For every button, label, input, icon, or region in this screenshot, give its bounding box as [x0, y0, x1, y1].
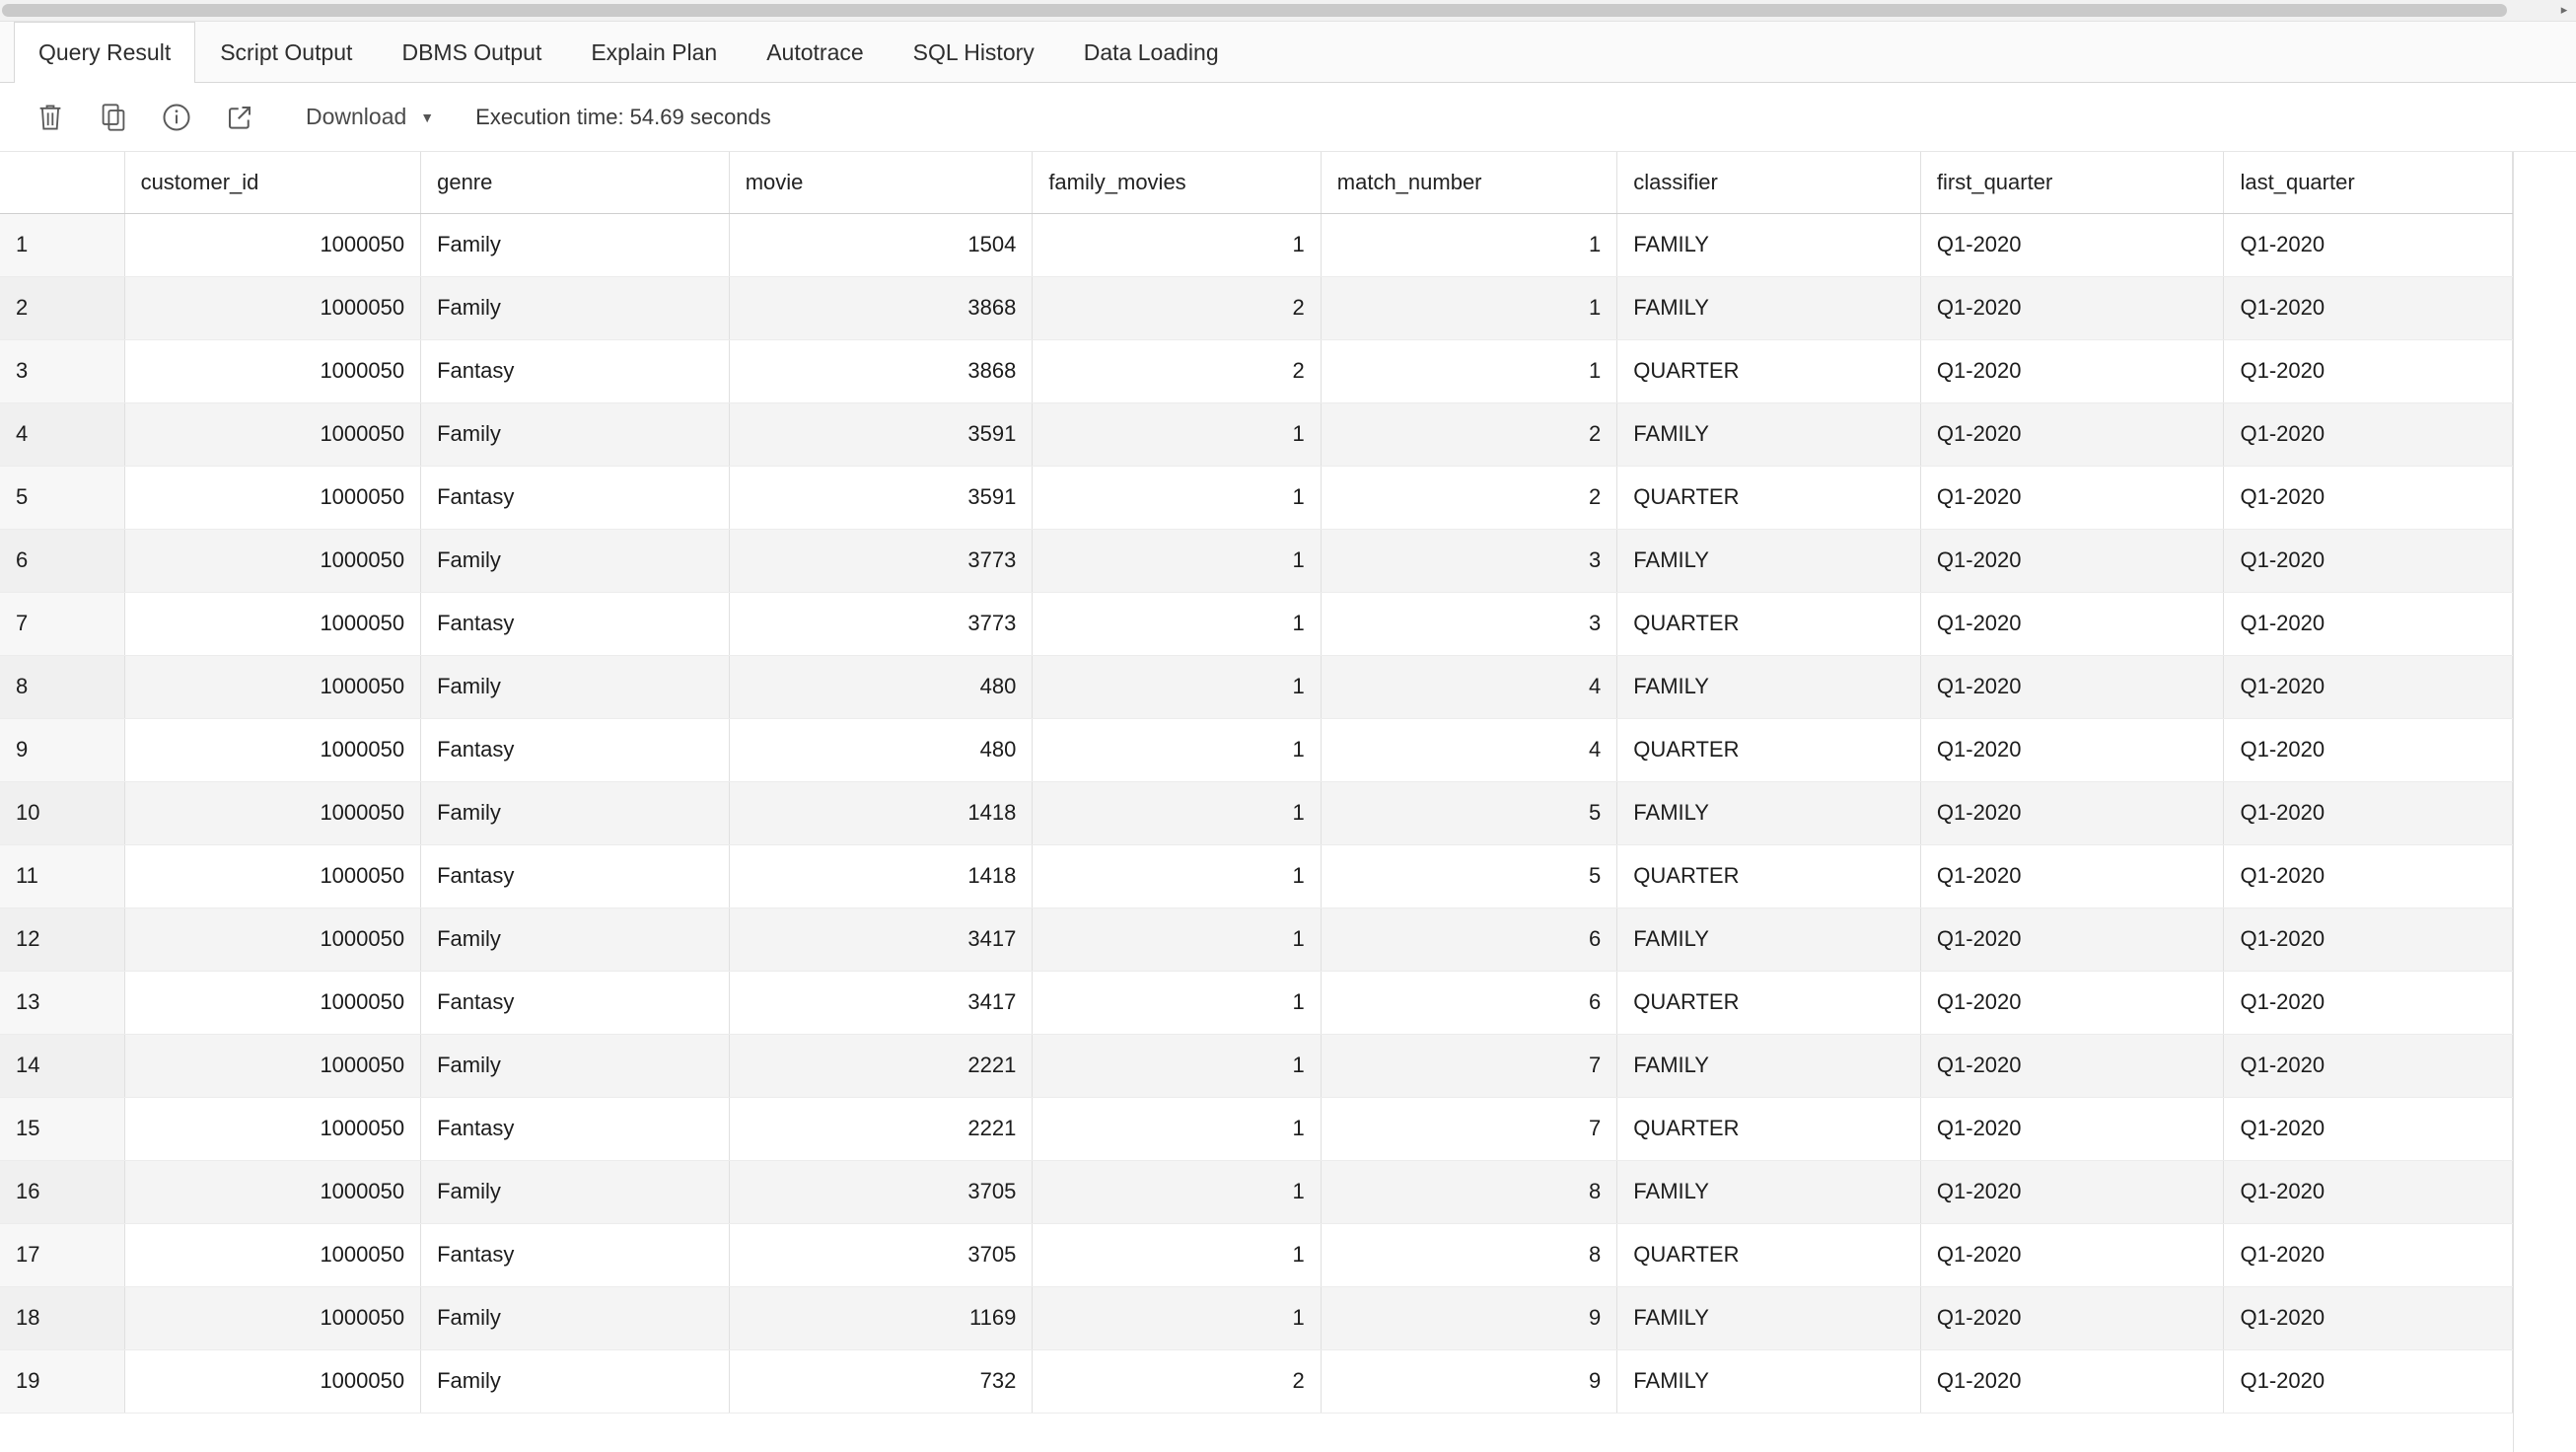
cell-customer-id[interactable]: 1000050 — [124, 718, 421, 781]
tab-label: DBMS Output — [401, 38, 542, 65]
cell-match-number[interactable]: 6 — [1321, 971, 1617, 1034]
table-row[interactable] — [0, 402, 2513, 466]
tab-query-result[interactable] — [14, 22, 195, 83]
cell-first-quarter[interactable]: Q1-2020 — [1920, 908, 2224, 971]
cell-classifier[interactable]: FAMILY — [1617, 402, 1921, 466]
cell-family-movies[interactable]: 2 — [1033, 1349, 1321, 1413]
cell-family-movies[interactable]: 1 — [1033, 466, 1321, 529]
cell-customer-id[interactable]: 1000050 — [124, 1034, 421, 1097]
cell-first-quarter[interactable]: Q1-2020 — [1920, 529, 2224, 592]
cell-customer-id[interactable]: 1000050 — [124, 402, 421, 466]
cell-genre[interactable]: Family — [421, 402, 730, 466]
cell-family-movies[interactable]: 1 — [1033, 213, 1321, 276]
cell-genre[interactable]: Fantasy — [421, 466, 730, 529]
cell-movie[interactable]: 3868 — [729, 276, 1033, 339]
trash-icon[interactable] — [24, 91, 77, 144]
cell-match-number[interactable]: 7 — [1321, 1034, 1617, 1097]
cell-last-quarter[interactable]: Q1-2020 — [2224, 339, 2513, 402]
cell-last-quarter[interactable]: Q1-2020 — [2224, 655, 2513, 718]
cell-customer-id[interactable]: 1000050 — [124, 1097, 421, 1160]
table-row[interactable] — [0, 1097, 2513, 1160]
cell-genre[interactable]: Family — [421, 1286, 730, 1349]
cell-rownum[interactable]: 7 — [0, 592, 124, 655]
cell-first-quarter[interactable]: Q1-2020 — [1920, 276, 2224, 339]
cell-match-number[interactable]: 5 — [1321, 781, 1617, 844]
cell-customer-id[interactable]: 1000050 — [124, 466, 421, 529]
cell-last-quarter[interactable]: Q1-2020 — [2224, 781, 2513, 844]
cell-genre[interactable]: Fantasy — [421, 1223, 730, 1286]
table-row[interactable] — [0, 1160, 2513, 1223]
cell-last-quarter[interactable]: Q1-2020 — [2224, 402, 2513, 466]
cell-family-movies[interactable]: 1 — [1033, 1034, 1321, 1097]
cell-customer-id[interactable]: 1000050 — [124, 908, 421, 971]
cell-movie[interactable]: 1418 — [729, 844, 1033, 908]
cell-customer-id[interactable]: 1000050 — [124, 655, 421, 718]
cell-genre[interactable]: Family — [421, 529, 730, 592]
cell-last-quarter[interactable]: Q1-2020 — [2224, 971, 2513, 1034]
cell-customer-id[interactable]: 1000050 — [124, 971, 421, 1034]
result-tabs — [0, 22, 2576, 83]
cell-first-quarter[interactable]: Q1-2020 — [1920, 1349, 2224, 1413]
cell-match-number[interactable]: 6 — [1321, 908, 1617, 971]
cell-genre[interactable]: Family — [421, 276, 730, 339]
cell-movie[interactable]: 3868 — [729, 339, 1033, 402]
cell-classifier[interactable]: FAMILY — [1617, 1349, 1921, 1413]
tab-label: Explain Plan — [591, 38, 718, 65]
info-icon[interactable] — [150, 91, 203, 144]
cell-rownum[interactable]: 10 — [0, 781, 124, 844]
cell-genre[interactable]: Fantasy — [421, 971, 730, 1034]
cell-movie[interactable]: 480 — [729, 718, 1033, 781]
tab-script-output[interactable] — [195, 22, 377, 82]
table-row[interactable] — [0, 655, 2513, 718]
cell-customer-id[interactable]: 1000050 — [124, 844, 421, 908]
cell-family-movies[interactable]: 1 — [1033, 971, 1321, 1034]
table-row[interactable] — [0, 1286, 2513, 1349]
cell-movie[interactable]: 1418 — [729, 781, 1033, 844]
cell-last-quarter[interactable]: Q1-2020 — [2224, 844, 2513, 908]
grid-right-gutter — [2513, 152, 2576, 1452]
tab-explain-plan[interactable] — [566, 22, 742, 82]
cell-first-quarter[interactable]: Q1-2020 — [1920, 213, 2224, 276]
scroll-right-arrow-icon[interactable]: ▸ — [2560, 2, 2568, 17]
tab-label: Query Result — [38, 38, 172, 65]
cell-match-number[interactable]: 2 — [1321, 466, 1617, 529]
tab-label: Script Output — [220, 38, 353, 65]
cell-last-quarter[interactable]: Q1-2020 — [2224, 1160, 2513, 1223]
column-header-first-quarter[interactable]: first_quarter — [1920, 152, 2224, 213]
table-row[interactable] — [0, 1223, 2513, 1286]
cell-genre[interactable]: Fantasy — [421, 339, 730, 402]
tab-label: Data Loading — [1083, 38, 1219, 65]
cell-classifier[interactable]: FAMILY — [1617, 276, 1921, 339]
cell-first-quarter[interactable]: Q1-2020 — [1920, 1160, 2224, 1223]
cell-last-quarter[interactable]: Q1-2020 — [2224, 1097, 2513, 1160]
cell-rownum[interactable]: 17 — [0, 1223, 124, 1286]
cell-customer-id[interactable]: 1000050 — [124, 213, 421, 276]
cell-family-movies[interactable]: 1 — [1033, 1223, 1321, 1286]
cell-movie[interactable]: 3773 — [729, 529, 1033, 592]
cell-classifier[interactable]: FAMILY — [1617, 781, 1921, 844]
cell-classifier[interactable]: FAMILY — [1617, 213, 1921, 276]
cell-family-movies[interactable]: 1 — [1033, 1286, 1321, 1349]
scrollbar-thumb[interactable] — [2, 4, 2507, 17]
cell-first-quarter[interactable]: Q1-2020 — [1920, 1034, 2224, 1097]
cell-classifier[interactable]: FAMILY — [1617, 1286, 1921, 1349]
cell-match-number[interactable]: 4 — [1321, 718, 1617, 781]
results-grid[interactable] — [0, 152, 2576, 1452]
cell-rownum[interactable]: 15 — [0, 1097, 124, 1160]
cell-first-quarter[interactable]: Q1-2020 — [1920, 1223, 2224, 1286]
cell-last-quarter[interactable]: Q1-2020 — [2224, 276, 2513, 339]
cell-genre[interactable]: Family — [421, 781, 730, 844]
tab-sql-history[interactable] — [889, 22, 1059, 82]
tab-data-loading[interactable] — [1059, 22, 1244, 82]
cell-family-movies[interactable]: 1 — [1033, 655, 1321, 718]
tab-autotrace[interactable] — [742, 22, 888, 82]
cell-movie[interactable]: 3705 — [729, 1223, 1033, 1286]
column-header-customer-id[interactable]: customer_id — [124, 152, 421, 213]
cell-movie[interactable]: 480 — [729, 655, 1033, 718]
table-row[interactable] — [0, 1349, 2513, 1413]
table-row[interactable] — [0, 844, 2513, 908]
cell-rownum[interactable]: 9 — [0, 718, 124, 781]
cell-family-movies[interactable]: 1 — [1033, 718, 1321, 781]
cell-last-quarter[interactable]: Q1-2020 — [2224, 908, 2513, 971]
column-header-movie[interactable]: movie — [729, 152, 1033, 213]
chevron-down-icon: ▼ — [420, 109, 435, 125]
table-row[interactable] — [0, 592, 2513, 655]
cell-rownum[interactable]: 5 — [0, 466, 124, 529]
table-header-row — [0, 152, 2513, 213]
cell-movie[interactable]: 3417 — [729, 971, 1033, 1034]
cell-first-quarter[interactable]: Q1-2020 — [1920, 592, 2224, 655]
column-header-family-movies[interactable]: family_movies — [1033, 152, 1321, 213]
cell-last-quarter[interactable]: Q1-2020 — [2224, 592, 2513, 655]
cell-genre[interactable]: Fantasy — [421, 592, 730, 655]
cell-customer-id[interactable]: 1000050 — [124, 1349, 421, 1413]
cell-family-movies[interactable]: 2 — [1033, 339, 1321, 402]
cell-family-movies[interactable]: 1 — [1033, 781, 1321, 844]
cell-last-quarter[interactable]: Q1-2020 — [2224, 718, 2513, 781]
cell-family-movies[interactable]: 1 — [1033, 1097, 1321, 1160]
cell-rownum[interactable]: 18 — [0, 1286, 124, 1349]
copy-icon[interactable] — [87, 91, 140, 144]
cell-rownum[interactable]: 1 — [0, 213, 124, 276]
cell-customer-id[interactable]: 1000050 — [124, 339, 421, 402]
cell-match-number[interactable]: 1 — [1321, 276, 1617, 339]
cell-classifier[interactable]: QUARTER — [1617, 1097, 1921, 1160]
cell-match-number[interactable]: 3 — [1321, 592, 1617, 655]
cell-match-number[interactable]: 8 — [1321, 1160, 1617, 1223]
cell-family-movies[interactable]: 2 — [1033, 276, 1321, 339]
table-row[interactable] — [0, 908, 2513, 971]
cell-match-number[interactable]: 3 — [1321, 529, 1617, 592]
table-row[interactable] — [0, 276, 2513, 339]
cell-last-quarter[interactable]: Q1-2020 — [2224, 529, 2513, 592]
cell-movie[interactable]: 3773 — [729, 592, 1033, 655]
table-row[interactable] — [0, 213, 2513, 276]
column-header-last-quarter[interactable]: last_quarter — [2224, 152, 2513, 213]
cell-family-movies[interactable]: 1 — [1033, 1160, 1321, 1223]
table-row[interactable] — [0, 781, 2513, 844]
execution-time-text: Execution time: 54.69 seconds — [475, 104, 771, 129]
open-external-icon[interactable] — [213, 91, 266, 144]
download-label: Download — [306, 104, 407, 129]
cell-classifier[interactable]: QUARTER — [1617, 466, 1921, 529]
cell-family-movies[interactable]: 1 — [1033, 529, 1321, 592]
cell-match-number[interactable]: 2 — [1321, 402, 1617, 466]
cell-match-number[interactable]: 8 — [1321, 1223, 1617, 1286]
cell-first-quarter[interactable]: Q1-2020 — [1920, 466, 2224, 529]
cell-customer-id[interactable]: 1000050 — [124, 276, 421, 339]
cell-first-quarter[interactable]: Q1-2020 — [1920, 781, 2224, 844]
cell-customer-id[interactable]: 1000050 — [124, 1286, 421, 1349]
cell-classifier[interactable]: FAMILY — [1617, 529, 1921, 592]
table-row[interactable] — [0, 718, 2513, 781]
cell-classifier[interactable]: QUARTER — [1617, 339, 1921, 402]
cell-classifier[interactable]: QUARTER — [1617, 971, 1921, 1034]
cell-movie[interactable]: 2221 — [729, 1097, 1033, 1160]
cell-movie[interactable]: 1169 — [729, 1286, 1033, 1349]
cell-match-number[interactable]: 5 — [1321, 844, 1617, 908]
cell-customer-id[interactable]: 1000050 — [124, 781, 421, 844]
cell-last-quarter[interactable]: Q1-2020 — [2224, 466, 2513, 529]
cell-genre[interactable]: Family — [421, 1034, 730, 1097]
cell-customer-id[interactable]: 1000050 — [124, 1223, 421, 1286]
cell-match-number[interactable]: 1 — [1321, 213, 1617, 276]
cell-rownum[interactable]: 6 — [0, 529, 124, 592]
cell-classifier[interactable]: QUARTER — [1617, 844, 1921, 908]
cell-movie[interactable]: 732 — [729, 1349, 1033, 1413]
cell-customer-id[interactable]: 1000050 — [124, 592, 421, 655]
horizontal-scrollbar[interactable] — [0, 0, 2576, 22]
cell-family-movies[interactable]: 1 — [1033, 908, 1321, 971]
cell-last-quarter[interactable]: Q1-2020 — [2224, 1034, 2513, 1097]
cell-movie[interactable]: 3591 — [729, 466, 1033, 529]
cell-genre[interactable]: Family — [421, 1160, 730, 1223]
cell-classifier[interactable]: FAMILY — [1617, 1034, 1921, 1097]
cell-rownum[interactable]: 19 — [0, 1349, 124, 1413]
cell-first-quarter[interactable]: Q1-2020 — [1920, 1097, 2224, 1160]
table-row[interactable] — [0, 971, 2513, 1034]
table-row[interactable] — [0, 339, 2513, 402]
cell-match-number[interactable]: 9 — [1321, 1286, 1617, 1349]
result-toolbar — [0, 83, 2576, 152]
cell-match-number[interactable]: 1 — [1321, 339, 1617, 402]
cell-classifier[interactable]: QUARTER — [1617, 1223, 1921, 1286]
download-button[interactable] — [306, 104, 434, 130]
cell-classifier[interactable]: QUARTER — [1617, 592, 1921, 655]
cell-classifier[interactable]: FAMILY — [1617, 908, 1921, 971]
cell-genre[interactable]: Family — [421, 908, 730, 971]
cell-family-movies[interactable]: 1 — [1033, 402, 1321, 466]
cell-genre[interactable]: Family — [421, 213, 730, 276]
cell-customer-id[interactable]: 1000050 — [124, 529, 421, 592]
cell-rownum[interactable]: 4 — [0, 402, 124, 466]
table-row[interactable] — [0, 529, 2513, 592]
cell-last-quarter[interactable]: Q1-2020 — [2224, 1349, 2513, 1413]
cell-first-quarter[interactable]: Q1-2020 — [1920, 655, 2224, 718]
cell-match-number[interactable]: 9 — [1321, 1349, 1617, 1413]
cell-rownum[interactable]: 8 — [0, 655, 124, 718]
cell-first-quarter[interactable]: Q1-2020 — [1920, 971, 2224, 1034]
tab-label: Autotrace — [766, 38, 864, 65]
cell-customer-id[interactable]: 1000050 — [124, 1160, 421, 1223]
cell-rownum[interactable]: 2 — [0, 276, 124, 339]
cell-movie[interactable]: 3705 — [729, 1160, 1033, 1223]
cell-first-quarter[interactable]: Q1-2020 — [1920, 1286, 2224, 1349]
cell-match-number[interactable]: 4 — [1321, 655, 1617, 718]
table-body — [0, 213, 2513, 1413]
column-header-rownum[interactable] — [0, 152, 124, 213]
cell-movie[interactable]: 3591 — [729, 402, 1033, 466]
cell-rownum[interactable]: 16 — [0, 1160, 124, 1223]
cell-movie[interactable]: 3417 — [729, 908, 1033, 971]
cell-movie[interactable]: 2221 — [729, 1034, 1033, 1097]
cell-genre[interactable]: Family — [421, 1349, 730, 1413]
cell-first-quarter[interactable]: Q1-2020 — [1920, 402, 2224, 466]
tab-dbms-output[interactable] — [377, 22, 566, 82]
cell-rownum[interactable]: 14 — [0, 1034, 124, 1097]
cell-genre[interactable]: Fantasy — [421, 718, 730, 781]
cell-family-movies[interactable]: 1 — [1033, 844, 1321, 908]
cell-first-quarter[interactable]: Q1-2020 — [1920, 844, 2224, 908]
cell-first-quarter[interactable]: Q1-2020 — [1920, 718, 2224, 781]
cell-rownum[interactable]: 11 — [0, 844, 124, 908]
cell-first-quarter[interactable]: Q1-2020 — [1920, 339, 2224, 402]
cell-last-quarter[interactable]: Q1-2020 — [2224, 1286, 2513, 1349]
tab-label: SQL History — [912, 38, 1035, 65]
cell-rownum[interactable]: 3 — [0, 339, 124, 402]
column-header-genre[interactable]: genre — [421, 152, 730, 213]
cell-last-quarter[interactable]: Q1-2020 — [2224, 1223, 2513, 1286]
cell-genre[interactable]: Family — [421, 655, 730, 718]
cell-genre[interactable]: Fantasy — [421, 1097, 730, 1160]
cell-classifier[interactable]: QUARTER — [1617, 718, 1921, 781]
results-table — [0, 152, 2513, 1414]
cell-genre[interactable]: Fantasy — [421, 844, 730, 908]
cell-classifier[interactable]: FAMILY — [1617, 655, 1921, 718]
table-row[interactable] — [0, 1034, 2513, 1097]
cell-last-quarter[interactable]: Q1-2020 — [2224, 213, 2513, 276]
column-header-classifier[interactable]: classifier — [1617, 152, 1921, 213]
table-row[interactable] — [0, 466, 2513, 529]
column-header-match-number[interactable]: match_number — [1321, 152, 1617, 213]
cell-classifier[interactable]: FAMILY — [1617, 1160, 1921, 1223]
cell-rownum[interactable]: 12 — [0, 908, 124, 971]
cell-rownum[interactable]: 13 — [0, 971, 124, 1034]
cell-movie[interactable]: 1504 — [729, 213, 1033, 276]
cell-family-movies[interactable]: 1 — [1033, 592, 1321, 655]
cell-match-number[interactable]: 7 — [1321, 1097, 1617, 1160]
